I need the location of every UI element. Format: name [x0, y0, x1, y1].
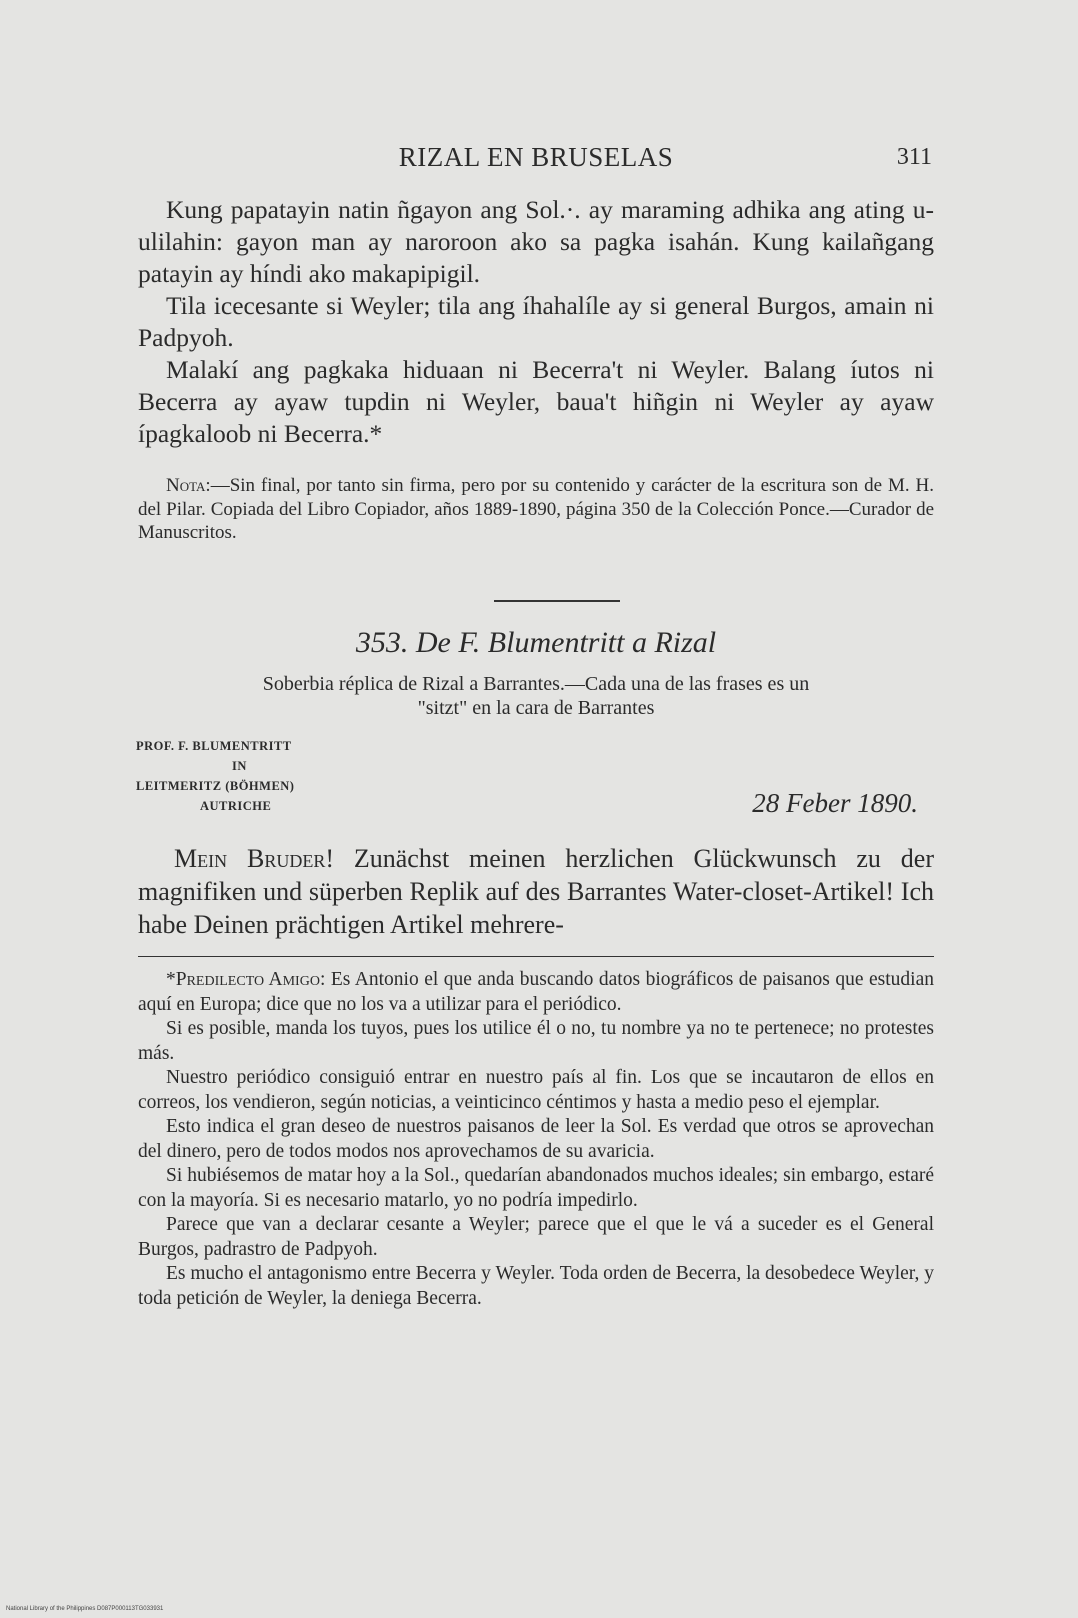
- letter-number: 353.: [355, 626, 409, 659]
- running-title: RIZAL EN BRUSELAS: [398, 142, 674, 172]
- nota-label: Nota:: [166, 475, 211, 496]
- footnote-paragraph: Si hubiésemos de matar hoy a la Sol., quedarían abandonados muchos ideales; sin embargo, estaré con la mayoría. Si es necesario matarlo, yo no podría impedirlo.: [138, 1165, 934, 1211]
- main-text: [138, 194, 934, 450]
- letterhead-line: LEITMERITZ (BÖHMEN): [136, 779, 295, 793]
- footnote-paragraph: Nuestro periódico consiguió entrar en nuestro país al fin. Los que se incautaron de ellos en correos, los vendieron, según noticias, a veinticinco céntimos y hasta a medio peso el ejemplar.: [138, 1067, 934, 1113]
- letter-title: De F. Blumentritt a Rizal: [415, 626, 717, 659]
- letter-paragraph: [138, 842, 934, 941]
- main-paragraph: Malakí ang pagkaka hiduaan ni Becerra't ni Weyler. Balang íutos ni Becerra ay ayaw tupdin ni Weyler, baua't hiñgin ni Weyler ay ayaw ípagkaloob ni Becerra.*: [138, 355, 934, 448]
- letterhead-line: AUTRICHE: [200, 799, 272, 813]
- letterhead-line: IN: [232, 759, 247, 773]
- main-paragraph: Tila icecesante si Weyler; tila ang íhahalíle ay si general Burgos, amain ni Padpyoh.: [138, 291, 934, 352]
- letter-heading: [138, 626, 934, 660]
- footnote-text: Es Antonio el que anda buscando datos biográficos de paisanos que estudian aquí en Europa; dice que no los va a utilizar para el periódico.: [138, 969, 934, 1015]
- footnote-label: *Predilecto Amigo:: [166, 969, 326, 990]
- footnote-rule: [138, 956, 934, 957]
- nota-block: [138, 474, 934, 545]
- page-number: 311: [896, 144, 932, 170]
- footnote-paragraph: Esto indica el gran deseo de nuestros paisanos de leer la Sol. Es verdad que otros se aprovechan del dinero, pero de todos modos nos aprovechamos de su avaricia.: [138, 1116, 934, 1162]
- salutation: Mein Bruder!: [174, 844, 334, 873]
- footnote-paragraph: Parece que van a declarar cesante a Weyler; parece que el que le vá a suceder es el General Burgos, padrastro de Padpyoh.: [138, 1214, 934, 1260]
- letterhead-line: PROF. F. BLUMENTRITT: [136, 739, 292, 753]
- page-header: [140, 138, 932, 178]
- footnote-paragraph: Si es posible, manda los tuyos, pues los utilice él o no, tu nombre ya no te pertenece; no protestes más.: [138, 1018, 934, 1064]
- letter-summary: [138, 672, 934, 720]
- main-paragraph: Kung papatayin natin ñgayon ang Sol.·. ay maraming adhika ang ating u-ulilahin: gayon man ay naroroon ako sa pagka isahán. Kung kailañgang patayin ay híndi ako makapipigil.: [138, 195, 934, 288]
- footnote-paragraph: [138, 968, 934, 1017]
- nota-text: —Sin final, por tanto sin firma, pero por su contenido y carácter de la escritura son de M. H. del Pilar. Copiada del Libro Copiador, años 1889-1890, página 350 de la Colección Ponce.—Curador de Manuscritos.: [138, 475, 934, 543]
- nota-paragraph: [138, 474, 934, 545]
- section-divider: [494, 600, 620, 602]
- letter-date: 28 Feber 1890.: [752, 788, 918, 818]
- letterhead: [136, 736, 294, 816]
- letter-body: [138, 842, 934, 941]
- summary-line: Soberbia réplica de Rizal a Barrantes.—Cada una de las frases es un: [262, 673, 810, 695]
- letter-text: Zunächst meinen herzlichen Glückwunsch zu der magnifiken und süperben Replik auf des Barrantes Water-closet-Artikel! Ich habe Deinen prächtigen Artikel mehrere-: [138, 844, 934, 939]
- footnote: [138, 968, 934, 1311]
- archive-stamp: National Library of the Philippines D087P000113TG033931: [6, 1606, 164, 1612]
- summary-line: "sitzt" en la cara de Barrantes: [417, 697, 655, 719]
- footnote-paragraph: Es mucho el antagonismo entre Becerra y Weyler. Toda orden de Becerra, la desobedece Weyler, y toda petición de Weyler, la deniega Becerra.: [138, 1263, 934, 1309]
